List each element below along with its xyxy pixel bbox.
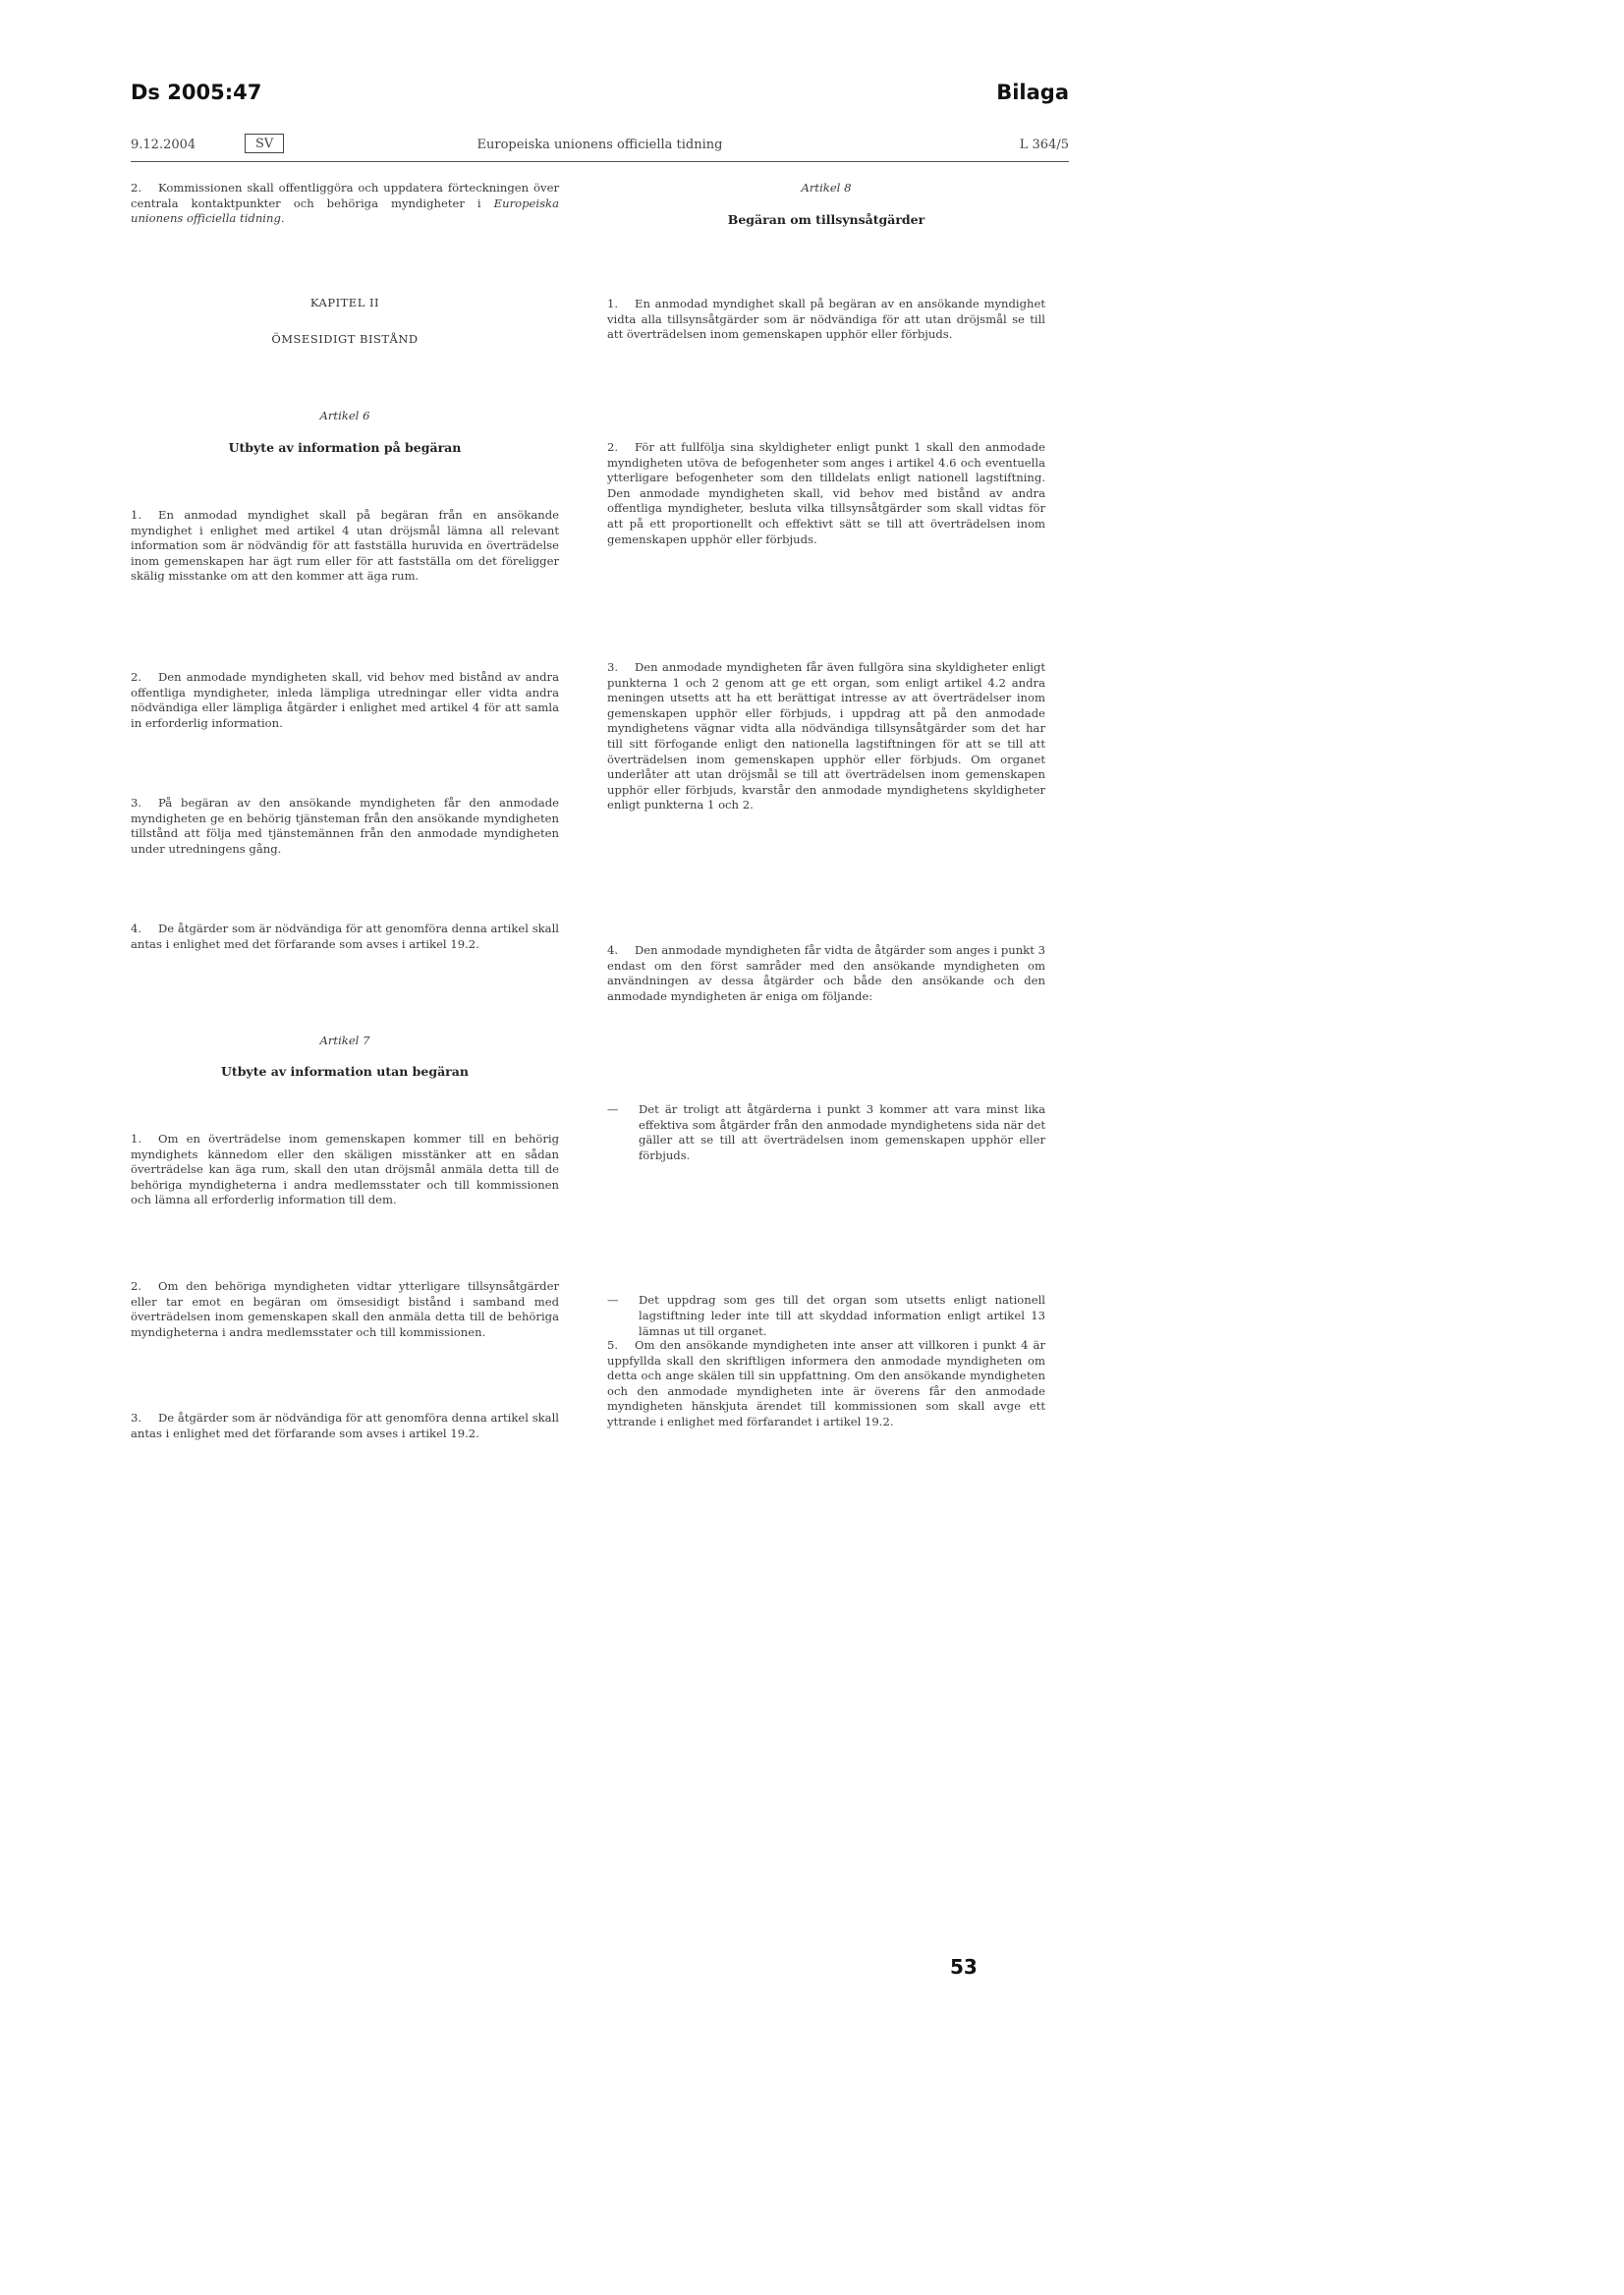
article-7-label: Artikel 7: [319, 1034, 370, 1047]
article-7-paragraph-2: [131, 1279, 559, 1340]
language-code-box: SV: [245, 134, 284, 153]
article-8-paragraph-2: [607, 440, 1045, 547]
article-6-title-block: [131, 440, 559, 456]
paragraph-2: [131, 181, 559, 227]
paragraph-text: De åtgärder som är nödvändiga för att genomföra denna artikel skall antas i enlighet med det förfarande som avses i artikel 19.2.: [131, 922, 559, 951]
list-item: [607, 1102, 1045, 1163]
paragraph-end: .: [280, 211, 285, 226]
list-item-text: Det är troligt att åtgärderna i punkt 3 kommer att vara minst lika effektiva som åtgärder från den anmodade myndighetens sida när det gäller att se till att överträdelsen inom gemenskapen upphör eller förbjuds.: [639, 1102, 1045, 1162]
paragraph-text: Om den behöriga myndigheten vidtar ytterligare tillsynsåtgärder eller tar emot en begäran om ömsesidigt bistånd i samband med överträdelsen inom gemenskapen skall den anmäla detta till de behöriga myndigheterna i andra medlemsstater och till kommissionen.: [131, 1279, 559, 1339]
paragraph-text: En anmodad myndighet skall på begäran från en ansökande myndighet i enlighet med artikel 4 utan dröjsmål lämna all relevant information som är nödvändig för att fastställa huruvida en överträdelse inom gemenskapen har ägt rum eller för att fastställa om det föreligger skälig misstanke om att den kommer att äga rum.: [131, 508, 559, 584]
paragraph-number: 1.: [131, 508, 142, 522]
dash-marker: —: [607, 1293, 619, 1308]
dash-marker: —: [607, 1102, 619, 1116]
chapter-title: ÖMSESIDIGT BISTÅND: [271, 332, 419, 346]
paragraph-number: 1.: [607, 297, 619, 310]
paragraph-text: En anmodad myndighet skall på begäran av en ansökande myndighet vidta alla tillsynsåtgärder som är nödvändiga för att utan dröjsmål se till att överträdelsen inom gemenskapen upphör eller förbjuds.: [607, 297, 1045, 342]
paragraph-text: Om den ansökande myndigheten inte anser att villkoren i punkt 4 är uppfyllda skall den skriftligen informera den anmodade myndigheten om detta och ange skälen till sin uppfattning. Om den ansökande myndigheten och den anmodade myndigheten inte är överens får den anmodade myndigheten hänskjuta ärendet till kommissionen som skall avge ett yttrande i enlighet med förfarandet i artikel 19.2.: [607, 1338, 1045, 1428]
paragraph-text: Den anmodade myndigheten skall, vid behov med bistånd av andra offentliga myndigheter, inleda lämpliga utredningar eller vidta andra nödvändiga eller lämpliga åtgärder i enlighet med artikel 4 för att samla in erforderlig information.: [131, 670, 559, 730]
article-6-paragraph-1: [131, 508, 559, 585]
article-7-title: Utbyte av information utan begäran: [221, 1064, 469, 1079]
journal-title: Europeiska unionens officiella tidning: [476, 138, 723, 152]
chapter-heading: [131, 296, 559, 311]
page-number: 53: [950, 1955, 978, 1979]
paragraph-number: 3.: [607, 660, 619, 674]
paragraph-number: 5.: [607, 1338, 619, 1352]
paragraph-number: 4.: [607, 943, 619, 957]
article-8-title-block: [607, 212, 1045, 228]
article-6-paragraph-2: [131, 670, 559, 731]
paragraph-number: 3.: [131, 796, 142, 810]
document-reference: Ds 2005:47: [131, 81, 262, 104]
article-8-paragraph-3: [607, 660, 1045, 813]
article-8-title: Begäran om tillsynsåtgärder: [727, 212, 925, 227]
paragraph-text: De åtgärder som är nödvändiga för att genomföra denna artikel skall antas i enlighet med det förfarande som avses i artikel 19.2.: [131, 1411, 559, 1440]
article-8-paragraph-4: [607, 943, 1045, 1004]
article-8-label: Artikel 8: [801, 181, 852, 195]
paragraph-text: Kommissionen skall offentliggöra och uppdatera förteckningen över centrala kontaktpunkter och behöriga myndigheter i: [131, 181, 559, 210]
paragraph-text: För att fullfölja sina skyldigheter enligt punkt 1 skall den anmodade myndigheten utöva de befogenheter som anges i artikel 4.6 och eventuella ytterligare befogenheter som den tilldelats enligt nationell lagstiftning. Den anmodade myndigheten skall, vid behov med bistånd av andra offentliga myndigheter, besluta vilka tillsynsåtgärder som skall vidtas för att på ett proportionellt och effektivt sätt se till att överträdelsen inom gemenskapen upphör eller förbjuds.: [607, 440, 1045, 546]
paragraph-number: 2.: [131, 1279, 142, 1293]
paragraph-text: Om en överträdelse inom gemenskapen kommer till en behörig myndighets kännedom eller den skäligen misstänker att en sådan överträdelse kan äga rum, skall den utan dröjsmål anmäla detta till de behöriga myndigheterna i andra medlemsstater och till kommissionen och lämna all erforderlig information till dem.: [131, 1132, 559, 1207]
article-7-title-block: [131, 1064, 559, 1080]
article-6-paragraph-4: [131, 922, 559, 952]
paragraph-number: 4.: [131, 922, 142, 935]
article-6-title: Utbyte av information på begäran: [228, 440, 462, 455]
paragraph-number: 3.: [131, 1411, 142, 1425]
journal-header: [131, 134, 1069, 162]
paragraph-text: Den anmodade myndigheten får även fullgöra sina skyldigheter enligt punkterna 1 och 2 genom att ge ett organ, som enligt artikel 4.2 andra meningen utsetts att ha ett berättigat intresse av att överträdelser inom gemenskapen upphör eller förbjuds, i uppdrag att på den anmodade myndighetens vägnar vidta alla nödvändiga tillsynsåtgärder som det har till sitt förfogande enligt den nationella lagstiftningen för att se till att överträdelsen inom gemenskapen upphör eller förbjuds. Om organet underlåter att utan dröjsmål se till att överträdelsen inom gemenskapen upphör eller förbjuds, kvarstår den anmodade myndighetens skyldigheter enligt punkterna 1 och 2.: [607, 660, 1045, 812]
chapter-title-block: [131, 332, 559, 348]
paragraph-number: 2.: [131, 670, 142, 684]
article-8-label-block: [607, 181, 1045, 196]
journal-name-italic: Europeiska unionens officiella tidning: [131, 196, 559, 226]
article-6-paragraph-3: [131, 796, 559, 857]
chapter-number: KAPITEL II: [309, 296, 380, 309]
article-8-paragraph-1: [607, 297, 1045, 343]
paragraph-text: På begäran av den ansökande myndigheten får den anmodade myndigheten ge en behörig tjänsteman från den ansökande myndigheten tillstånd att följa med tjänstemännen från den anmodade myndigheten under utredningens gång.: [131, 796, 559, 856]
list-item: [607, 1293, 1045, 1339]
article-8-paragraph-5: [607, 1338, 1045, 1430]
article-7-paragraph-3: [131, 1411, 559, 1441]
article-7-label-block: [131, 1034, 559, 1049]
page-head: [131, 81, 1069, 120]
right-column: [607, 181, 1045, 1428]
paragraph-number: 2.: [131, 181, 142, 195]
article-6-label-block: [131, 409, 559, 424]
paragraph-number: 1.: [131, 1132, 142, 1146]
article-7-paragraph-1: [131, 1132, 559, 1208]
journal-date: 9.12.2004: [131, 138, 196, 152]
appendix-label: Bilaga: [996, 81, 1069, 104]
journal-page-ref: L 364/5: [1019, 138, 1069, 152]
list-item-text: Det uppdrag som ges till det organ som utsetts enligt nationell lagstiftning leder inte till att skyddad information enligt artikel 13 lämnas ut till organet.: [639, 1293, 1045, 1338]
paragraph-number: 2.: [607, 440, 619, 454]
paragraph-text: Den anmodade myndigheten får vidta de åtgärder som anges i punkt 3 endast om den först samråder med den ansökande myndigheten om användningen av dessa åtgärder och både den ansökande och den anmodade myndigheten är eniga om följande:: [607, 943, 1045, 1003]
article-6-label: Artikel 6: [319, 409, 370, 422]
